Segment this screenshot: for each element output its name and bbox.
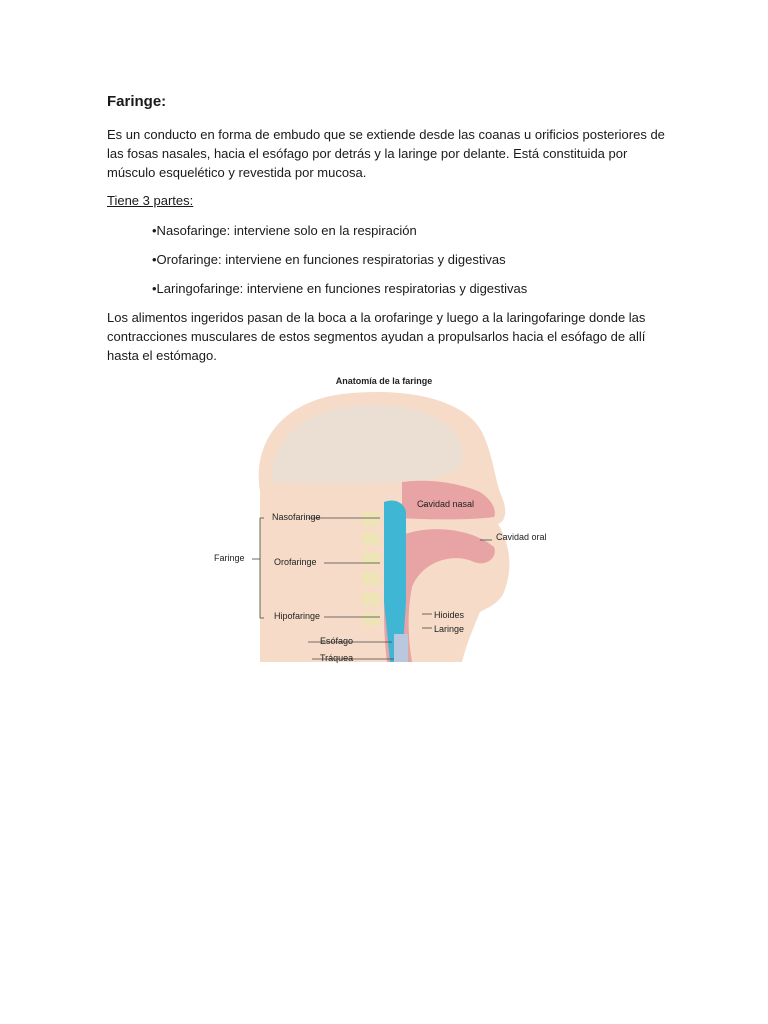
vertebra	[362, 552, 380, 566]
label-esofago: Esófago	[320, 636, 354, 646]
list-item: •Orofaringe: interviene en funciones respiratorias y digestivas	[152, 252, 506, 267]
parts-list	[152, 221, 527, 308]
label-nasofaringe: Nasofaringe	[272, 512, 321, 522]
list-item: •Nasofaringe: interviene solo en la respiración	[152, 223, 417, 238]
parts-title: Tiene 3 partes:	[107, 193, 194, 208]
vertebra	[362, 592, 380, 606]
vertebra	[362, 612, 380, 626]
label-traquea: Tráquea	[320, 653, 354, 663]
label-hipofaringe: Hipofaringe	[274, 611, 321, 621]
anatomy-illustration	[212, 372, 556, 666]
trachea	[394, 634, 408, 662]
section-heading: Faringe:	[107, 93, 167, 110]
label-orofaringe: Orofaringe	[274, 557, 317, 567]
label-hioides: Hioides	[434, 610, 465, 620]
label-cavidad-nasal: Cavidad nasal	[417, 499, 475, 509]
vertebra	[362, 532, 380, 546]
vertebra	[362, 572, 380, 586]
figure-title: Anatomía de la faringe	[335, 376, 433, 386]
vertebra	[362, 512, 380, 526]
label-cavidad-oral: Cavidad oral	[496, 532, 547, 542]
intro-paragraph: Es un conducto en forma de embudo que se extiende desde las coanas u orificios posteriores de las fosas nasales, hacia el esófago por detrás y la laringe por delante. Está constituida por músculo esquelético y revestida por mucosa.	[107, 127, 665, 180]
label-faringe: Faringe	[214, 553, 245, 563]
list-item: •Laringofaringe: interviene en funciones respiratorias y digestivas	[152, 281, 528, 296]
label-laringe: Laringe	[434, 624, 465, 634]
pharynx-anatomy-figure	[212, 372, 556, 666]
closing-paragraph: Los alimentos ingeridos pasan de la boca a la orofaringe y luego a la laringofaringe donde las contracciones musculares de estos segmentos ayudan a propulsarlos hacia el esófago de allí hasta el estómago.	[107, 310, 646, 363]
